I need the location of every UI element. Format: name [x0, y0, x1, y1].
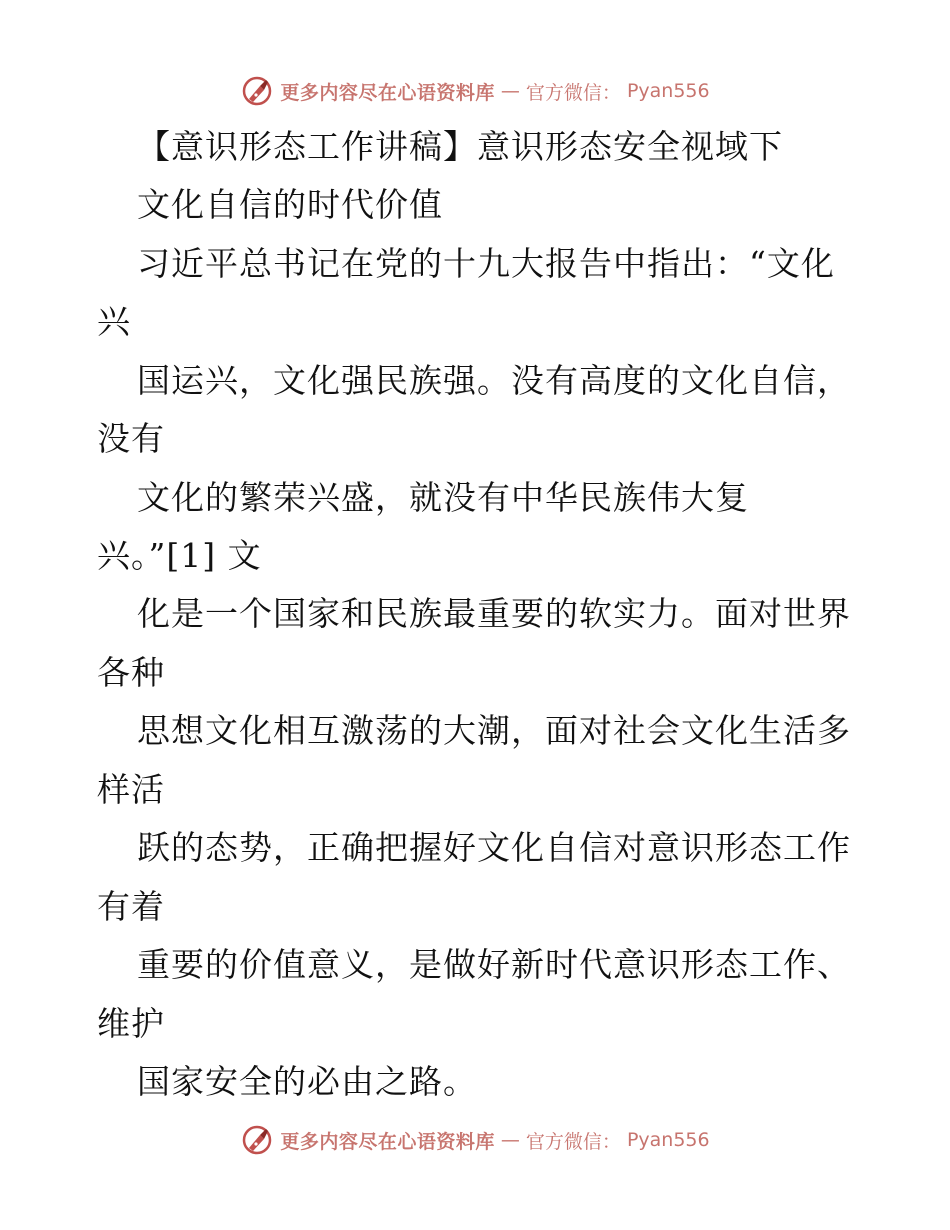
pen-nib-logo-icon: [240, 1123, 274, 1157]
watermark-label: 官方微信：: [525, 1130, 621, 1153]
body-line: 维护: [97, 1004, 165, 1043]
body-line: 兴: [97, 302, 131, 341]
body-line: 有着: [97, 887, 165, 926]
document-title-line-1: 【意识形态工作讲稿】意识形态安全视域下: [137, 127, 783, 166]
body-line: 重要的价值意义，是做好新时代意识形态工作、: [137, 945, 851, 984]
document-title-line-2: 文化自信的时代价值: [137, 185, 443, 224]
body-line: 兴。”[1] 文: [97, 536, 262, 575]
body-line: 国运兴，文化强民族强。没有高度的文化自信，: [137, 361, 851, 400]
header-watermark: [0, 71, 950, 111]
pen-nib-logo-icon: [240, 74, 274, 108]
body-line: 没有: [97, 419, 165, 458]
body-line: 跃的态势，正确把握好文化自信对意识形态工作: [137, 828, 851, 867]
watermark-id: Pyan556: [626, 80, 710, 102]
body-line: 文化的繁荣兴盛，就没有中华民族伟大复: [137, 478, 749, 517]
watermark-text: 更多内容尽在心语资料库: [280, 1130, 495, 1153]
body-line: 国家安全的必由之路。: [137, 1062, 477, 1101]
watermark-separator: —: [500, 80, 520, 102]
body-line: 样活: [97, 770, 165, 809]
watermark-label: 官方微信：: [525, 81, 621, 104]
body-line: 习近平总书记在党的十九大报告中指出：“文化: [137, 244, 835, 283]
watermark-id: Pyan556: [626, 1129, 710, 1151]
body-line: 各种: [97, 653, 165, 692]
watermark-text: 更多内容尽在心语资料库: [280, 81, 495, 104]
footer-watermark: [0, 1120, 950, 1160]
watermark-separator: —: [500, 1129, 520, 1151]
body-line: 化是一个国家和民族最重要的软实力。面对世界: [137, 594, 851, 633]
body-line: 思想文化相互激荡的大潮，面对社会文化生活多: [137, 711, 851, 750]
